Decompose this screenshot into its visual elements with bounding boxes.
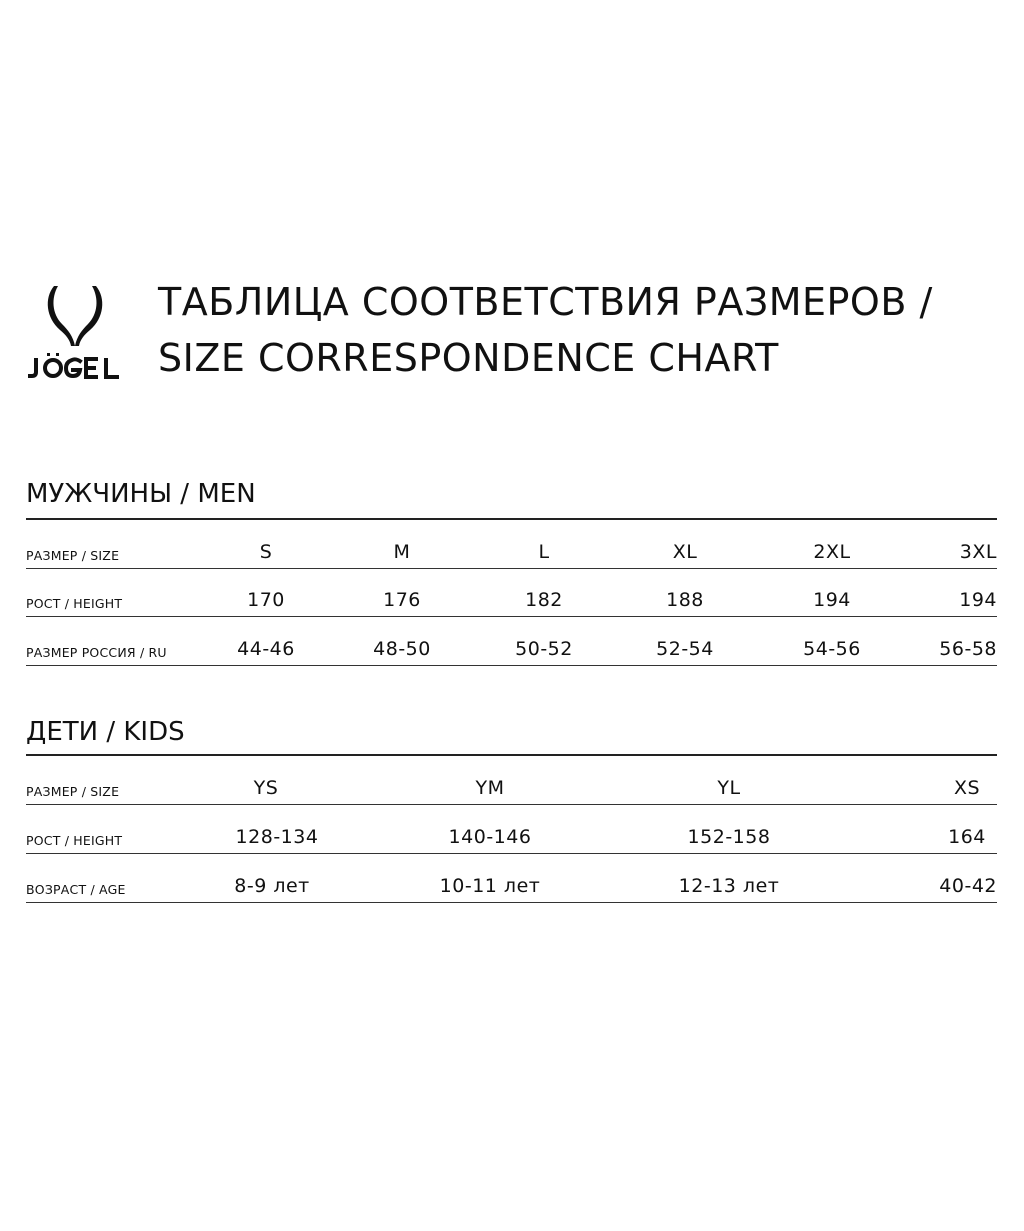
table-cell: YL (717, 777, 741, 799)
row-label: РОСТ / HEIGHT (26, 596, 123, 611)
table-cell: 152-158 (687, 826, 771, 848)
table-cell: 10-11 лет (439, 875, 541, 897)
table-cell: YM (475, 777, 505, 799)
table-cell: 2XL (813, 541, 851, 563)
table-cell: M (393, 541, 411, 563)
table-cell: 44-46 (237, 638, 295, 660)
jogel-logo-wordmark (26, 284, 128, 380)
table-cell: 8-9 лет (234, 875, 310, 897)
men-height-row (26, 568, 997, 617)
table-cell: 182 (525, 589, 563, 611)
table-cell: 194 (959, 589, 997, 611)
page-title (158, 274, 933, 386)
table-cell: S (259, 541, 273, 563)
table-cell: 40-42 (939, 875, 997, 897)
table-cell: 54-56 (803, 638, 861, 660)
table-cell: 48-50 (373, 638, 431, 660)
row-label: РАЗМЕР РОССИЯ / RU (26, 645, 167, 660)
table-cell: 52-54 (656, 638, 714, 660)
row-label: РОСТ / HEIGHT (26, 833, 123, 848)
men-section-title: МУЖЧИНЫ / MEN (26, 479, 256, 509)
brand-logo (26, 284, 128, 380)
table-cell: 128-134 (235, 826, 319, 848)
table-cell: 188 (666, 589, 704, 611)
table-cell: 50-52 (515, 638, 573, 660)
table-cell: 140-146 (448, 826, 532, 848)
kids-age-row (26, 854, 997, 903)
table-cell: XS (953, 777, 981, 799)
table-cell: 194 (813, 589, 851, 611)
kids-size-row (26, 756, 997, 805)
row-label: РАЗМЕР / SIZE (26, 784, 120, 799)
row-label: РАЗМЕР / SIZE (26, 548, 120, 563)
table-cell: 56-58 (939, 638, 997, 660)
kids-section-title: ДЕТИ / KIDS (26, 717, 185, 747)
table-cell: 12-13 лет (678, 875, 780, 897)
table-cell: 164 (948, 826, 986, 848)
table-cell: 170 (247, 589, 285, 611)
page-title-ru: ТАБЛИЦА СООТВЕТСТВИЯ РАЗМЕРОВ / (158, 280, 933, 324)
men-ru-size-row (26, 617, 997, 666)
kids-height-row (26, 805, 997, 854)
table-cell: L (538, 541, 550, 563)
page-title-en: SIZE CORRESPONDENCE CHART (158, 336, 779, 380)
men-size-row (26, 520, 997, 569)
row-label: ВОЗРАСТ / AGE (26, 882, 126, 897)
table-cell: 3XL (959, 541, 997, 563)
table-cell: YS (253, 777, 279, 799)
table-cell: XL (672, 541, 698, 563)
table-cell: 176 (383, 589, 421, 611)
